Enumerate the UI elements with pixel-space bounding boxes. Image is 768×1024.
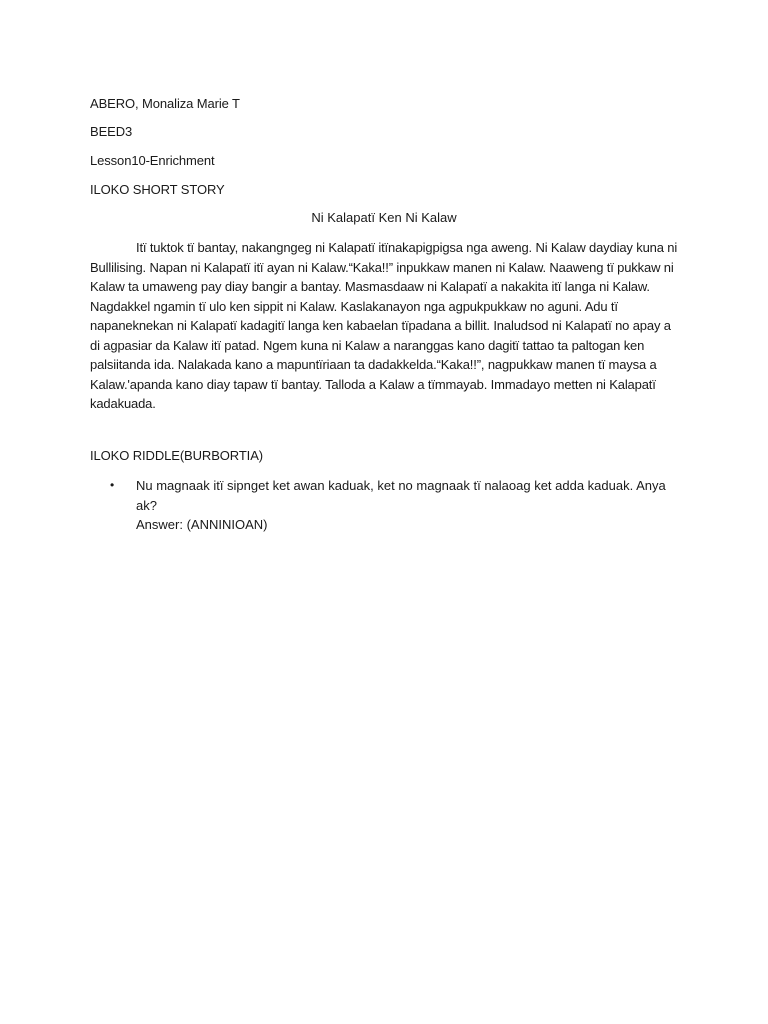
list-item	[110, 476, 690, 535]
story-body: Itï tuktok tï bantay, nakangngeg ni Kalapatï itïnakapigpigsa nga aweng. Ni Kalaw daydiay kuna ni Bullilising. Napan ni Kalapatï itï ayan ni Kalaw.“Kaka!!” inpukkaw manen ni Kalaw. Naaweng tï pukkaw ni Kalaw ta umaweng pay diay bangir a bantay. Masmasdaaw ni Kalapatï a nakakita itï langa ni Kalaw. Nagdakkel ngamin tï ulo ken sippit ni Kalaw. Kaslakanayon nga agpukpukkaw no aguni. Adu tï napaneknekan ni Kalapatï kadagitï langa ken kabaelan tïpadana a billit. Inaludsod ni Kalapatï no apay a di agpasiar da Kalaw itï patad. Ngem kuna ni Kalaw a naranggas kano dagitï tattao ta paltogan ken palsiitanda ida. Nalakada kano a mapuntïriaan ta dadakkelda.“Kaka!!”, nagpukkaw manen tï maysa a Kalaw.'apanda kano diay tapaw tï bantay. Talloda a Kalaw a tïmmayab. Immadayo metten ni Kalapatï kadakuada.	[90, 240, 678, 411]
lesson-label: Lesson10-Enrichment	[90, 153, 215, 168]
student-name: ABERO, Monaliza Marie T	[90, 96, 240, 111]
category-heading: ILOKO SHORT STORY	[90, 182, 225, 197]
riddle-question: Nu magnaak itï sipnget ket awan kaduak, ket no magnaak tï nalaoag ket adda kaduak. Anya ak?	[136, 478, 666, 513]
story-title: Ni Kalapatï Ken Ni Kalaw	[311, 210, 457, 225]
riddle-heading: ILOKO RIDDLE(BURBORTIA)	[90, 448, 263, 463]
section-label: BEED3	[90, 124, 133, 139]
riddle-list	[110, 476, 690, 535]
riddle-answer: Answer: (ANNINIOAN)	[136, 517, 268, 532]
bullet-icon: •	[110, 478, 115, 492]
